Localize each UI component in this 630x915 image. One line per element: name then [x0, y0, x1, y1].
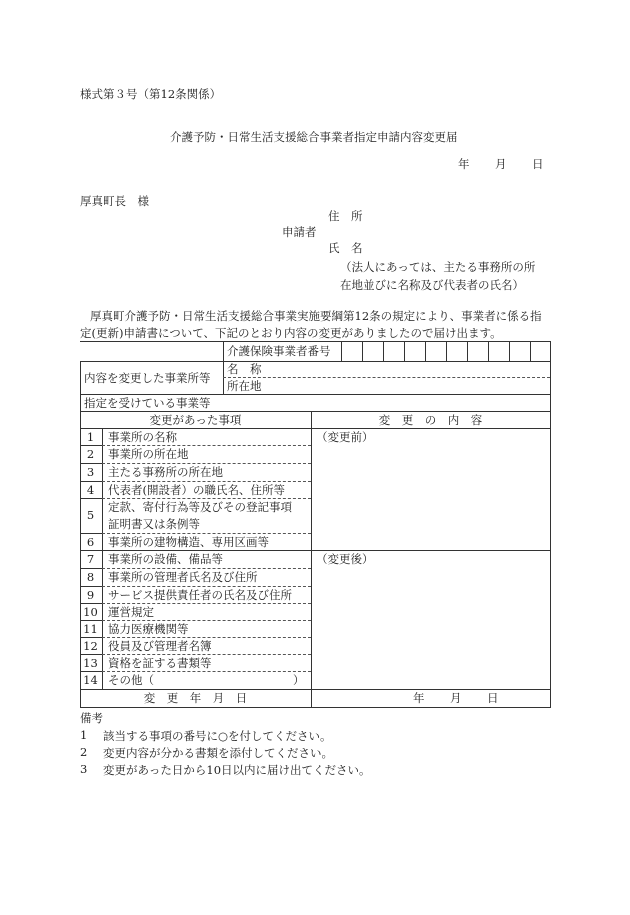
item-text: 定款、寄付行為等及びその登記事項: [108, 500, 292, 514]
item-text: 事業所の名称: [108, 430, 177, 444]
item-text: 事業所の建物構造、専用区画等: [108, 535, 269, 549]
item-number: 12: [83, 639, 98, 653]
item-text: 資格を証する書類等: [108, 656, 212, 670]
remark-text: 該当する事項の番号に○を付してください。: [103, 729, 332, 743]
before-change-label: （変更前）: [316, 430, 374, 444]
item-text-line2: 証明書又は条例等: [108, 517, 200, 531]
item-number: 6: [86, 535, 95, 549]
date-day: 日: [532, 157, 544, 171]
item-number: 1: [86, 430, 95, 444]
item-text: 事業所の設備、備品等: [108, 552, 223, 566]
item-number: 8: [86, 570, 95, 584]
item-text: その他（: [108, 673, 154, 687]
item-number: 4: [86, 483, 95, 497]
table-line: [446, 341, 447, 361]
table-line: [467, 341, 468, 361]
item-number: 14: [83, 673, 98, 687]
office-name-label: 名 称: [227, 362, 262, 376]
item-number: 2: [86, 447, 95, 461]
table-line: [223, 341, 224, 394]
changed-items-header: 変更があった事項: [149, 413, 242, 427]
change-notification-table: [80, 341, 551, 707]
table-line: [425, 341, 426, 361]
applicant-note-line1: （法人にあっては、主たる事務所の所: [340, 260, 536, 274]
table-line: [311, 411, 312, 708]
table-line: [362, 341, 363, 361]
date-year: 年: [458, 157, 470, 171]
remark-number: 3: [80, 762, 88, 776]
item-number: 5: [86, 508, 95, 522]
body-line1: 厚真町介護予防・日常生活支援総合事業実施要綱第12条の規定により、事業者に係る指: [90, 309, 542, 323]
table-line: [341, 341, 342, 361]
item-number: 11: [83, 622, 98, 636]
table-line: [488, 341, 489, 361]
form-number: 様式第３号（第12条関係）: [80, 87, 222, 101]
item-number: 3: [86, 465, 95, 479]
address-label: 住 所: [328, 209, 363, 223]
name-label: 氏 名: [328, 241, 363, 255]
item-number: 9: [86, 588, 95, 602]
item-text: 協力医療機関等: [108, 622, 189, 636]
insurer-number-label: 介護保険事業者番号: [227, 344, 331, 358]
table-line: [530, 341, 531, 361]
table-border-top: [80, 341, 551, 342]
item-text: サービス提供責任者の氏名及び住所: [108, 588, 292, 602]
table-line: [404, 341, 405, 361]
remark-number: 1: [80, 728, 88, 742]
change-date-day: 日: [487, 691, 499, 705]
table-dashed-line: [223, 377, 550, 378]
table-border-right: [550, 341, 551, 708]
change-date-label: 変 更 年 月 日: [143, 691, 248, 705]
item-text: 主たる事務所の所在地: [108, 465, 223, 479]
remarks-title: 備考: [80, 711, 103, 725]
table-line: [509, 341, 510, 361]
table-line: [102, 428, 103, 689]
date-month: 月: [495, 157, 507, 171]
remark-text: 変更があった日から10日以内に届け出てください。: [103, 763, 371, 777]
table-line: [80, 361, 223, 362]
office-location-label: 所在地: [227, 379, 262, 393]
change-date-month: 月: [450, 691, 462, 705]
remark-text: 変更内容が分かる書類を添付してください。: [103, 746, 333, 760]
item-number: 10: [83, 605, 98, 619]
item-text: 役員及び管理者名簿: [108, 639, 212, 653]
after-change-label: （変更後）: [316, 552, 374, 566]
body-line2: 定(更新)申請書について、下記のとおり内容の変更がありましたので届け出ます。: [80, 326, 502, 340]
office-label: 内容を変更した事業所等: [84, 371, 211, 385]
item-close-paren: ）: [293, 673, 305, 687]
table-line: [223, 361, 551, 362]
table-line: [80, 498, 102, 499]
applicant-label: 申請者: [282, 225, 317, 239]
table-border-bottom: [80, 707, 551, 708]
designated-business-label: 指定を受けている事業等: [84, 396, 211, 410]
remark-number: 2: [80, 745, 88, 759]
item-text: 事業所の所在地: [108, 447, 189, 461]
applicant-note-line2: 在地並びに名称及び代表者の氏名）: [340, 278, 524, 292]
item-text: 運営規定: [108, 605, 154, 619]
item-text: 事業所の管理者氏名及び住所: [108, 570, 258, 584]
table-line: [383, 341, 384, 361]
change-content-header: 変 更 の 内 容: [378, 413, 483, 427]
addressee: 厚真町長 様: [80, 194, 149, 208]
form-title: 介護予防・日常生活支援総合事業者指定申請内容変更届: [170, 130, 458, 144]
change-date-year: 年: [413, 691, 425, 705]
item-number: 13: [83, 656, 98, 670]
item-text: 代表者(開設者）の職氏名、住所等: [108, 483, 285, 497]
item-number: 7: [86, 552, 95, 566]
